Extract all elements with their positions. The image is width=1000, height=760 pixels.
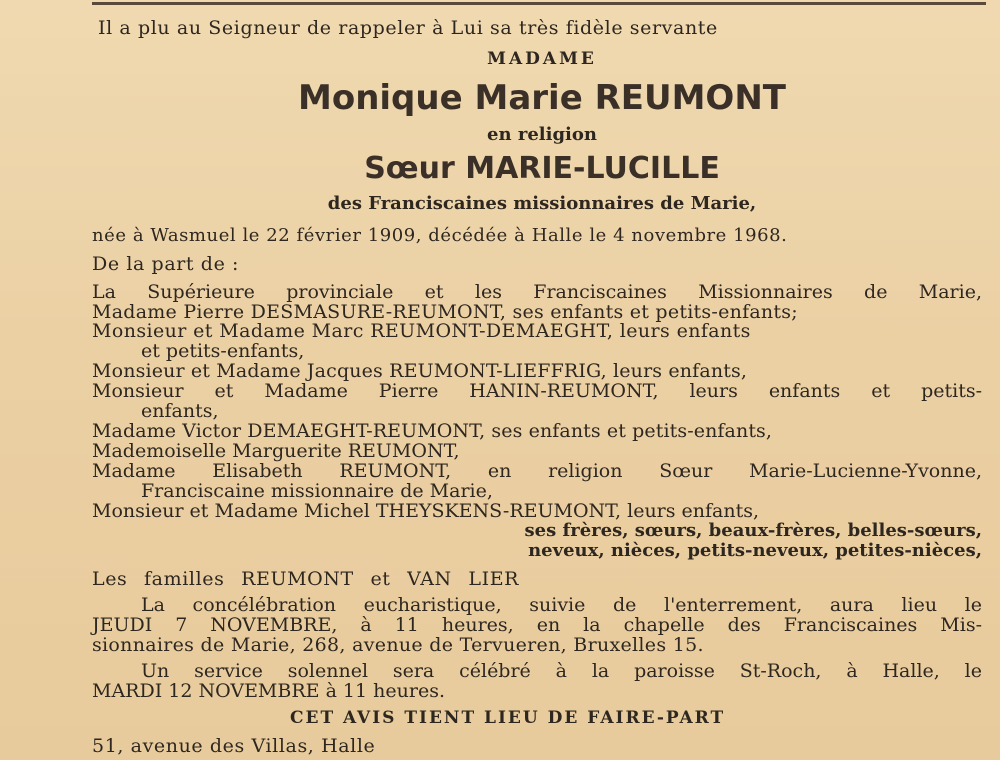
ceremony-line: La concélébration eucharistique, suivie de l'enterrement, aura lieu le xyxy=(141,594,982,616)
family-line: Madame Victor DEMAEGHT-REUMONT, ses enfants et petits-enfants, xyxy=(92,420,773,442)
service-line: Un service solennel sera célébré à la paroisse St-Roch, à Halle, le xyxy=(141,660,982,682)
intro-line: Il a plu au Seigneur de rappeler à Lui sa très fidèle servante xyxy=(98,17,718,39)
family-line: Madame Pierre DESMASURE-REUMONT, ses enfants et petits-enfants; xyxy=(92,301,798,323)
title-madame: MADAME xyxy=(487,49,597,69)
ceremony-line: sionnaires de Marie, 268, avenue de Tervueren, Bruxelles 15. xyxy=(92,634,704,656)
family-line: et petits-enfants, xyxy=(141,340,305,362)
family-line: Franciscaine missionnaire de Marie, xyxy=(141,480,493,502)
families-line: Les familles REUMONT et VAN LIER xyxy=(92,568,520,590)
address-line: 51, avenue des Villas, Halle xyxy=(92,735,376,757)
family-line: Monsieur et Madame Jacques REUMONT-LIEFFRIG, leurs enfants, xyxy=(92,360,748,382)
family-line: enfants, xyxy=(141,400,219,422)
family-line: Mademoiselle Marguerite REUMONT, xyxy=(92,440,460,462)
family-line: Monsieur et Madame Michel THEYSKENS-REUMONT, leurs enfants, xyxy=(92,500,760,522)
religion-label: en religion xyxy=(487,124,597,145)
top-rule xyxy=(92,2,986,5)
family-line: Monsieur et Madame Marc REUMONT-DEMAEGHT, leurs enfants xyxy=(92,320,751,342)
family-line: La Supérieure provinciale et les Franciscaines Missionnaires de Marie, xyxy=(92,281,982,303)
ceremony-line: JEUDI 7 NOVEMBRE, à 11 heures, en la chapelle des Franciscaines Mis- xyxy=(92,614,982,636)
family-intro: De la part de : xyxy=(92,253,240,275)
notice-line: CET AVIS TIENT LIEU DE FAIRE-PART xyxy=(290,708,726,728)
birth-death-dates: née à Wasmuel le 22 février 1909, décédée à Halle le 4 novembre 1968. xyxy=(92,225,788,246)
deceased-name: Monique Marie REUMONT xyxy=(298,78,786,118)
religious-order: des Franciscaines missionnaires de Marie, xyxy=(327,193,757,214)
service-line: MARDI 12 NOVEMBRE à 11 heures. xyxy=(92,680,445,702)
religious-name: Sœur MARIE-LUCILLE xyxy=(364,151,720,186)
family-line: ses frères, sœurs, beaux-frères, belles-sœurs, xyxy=(524,520,982,541)
family-line: neveux, nièces, petits-neveux, petites-nièces, xyxy=(528,540,982,561)
family-line: Monsieur et Madame Pierre HANIN-REUMONT, leurs enfants et petits- xyxy=(92,380,982,402)
family-line: Madame Elisabeth REUMONT, en religion Sœur Marie-Lucienne-Yvonne, xyxy=(92,460,982,482)
